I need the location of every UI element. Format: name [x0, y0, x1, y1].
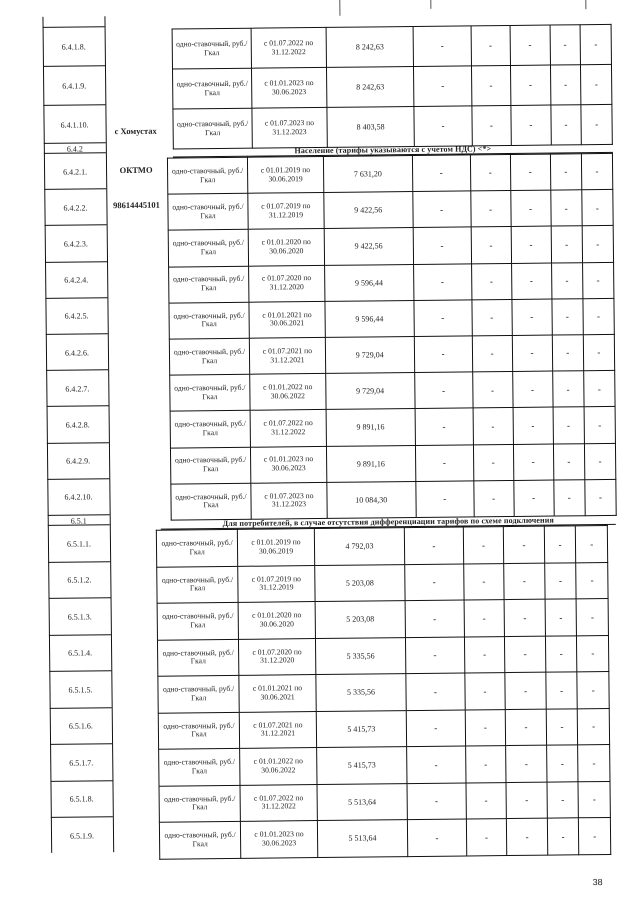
row-number: 6.4.2.4. [45, 261, 107, 299]
empty-dash-cell: - [582, 190, 614, 227]
scan-mark [339, 0, 340, 16]
tariff-type-cell: одно-ставочный, руб./Гкал [159, 748, 241, 785]
empty-dash-cell: - [550, 65, 581, 105]
tariff-value-cell: 5 415,73 [316, 710, 407, 747]
empty-dash-cell: - [513, 480, 553, 517]
tariff-type-cell: одно-ставочный, руб./Гкал [173, 108, 252, 149]
empty-dash-cell: - [465, 709, 506, 746]
tariff-value-cell: 10 084,30 [327, 481, 416, 518]
empty-dash-cell: - [581, 64, 612, 104]
tariff-type-cell: одно-ставочный, руб./Гкал [169, 302, 249, 339]
empty-dash-cell: - [471, 263, 511, 300]
section-header-population: Население (тарифы указываются с учетом НДС) <*> [173, 143, 613, 158]
tariff-type-cell: одно-ставочный, руб./Гкал [157, 602, 239, 639]
row-number: 6.4.2.9. [47, 442, 109, 480]
tariff-value-cell: 9 422,56 [324, 228, 413, 265]
empty-dash-cell: - [511, 105, 551, 145]
empty-dash-cell: - [405, 600, 464, 637]
tariff-type-cell: одно-ставочный, руб./Гкал [173, 68, 252, 109]
row-number: 6.4.2.1. [44, 152, 106, 190]
empty-dash-cell: - [550, 190, 582, 227]
empty-dash-cell: - [551, 262, 583, 299]
empty-dash-cell: - [405, 637, 464, 674]
period-cell: с 01.01.2021 по 30.06.2021 [239, 675, 316, 712]
table-row [168, 190, 613, 231]
empty-dash-cell: - [510, 154, 550, 191]
empty-dash-cell: - [507, 818, 548, 855]
page-number: 38 [592, 877, 603, 888]
empty-dash-cell: - [413, 227, 471, 264]
empty-dash-cell: - [404, 527, 463, 564]
tariff-value-cell: 5 415,73 [316, 747, 407, 784]
empty-dash-cell: - [463, 563, 504, 600]
row-number: 6.4.2.3. [45, 225, 107, 263]
empty-dash-cell: - [414, 26, 471, 67]
empty-dash-cell: - [413, 191, 471, 228]
period-cell: с 01.01.2023 по 30.06.2023 [251, 446, 327, 483]
tariff-value-cell: 9 891,16 [326, 409, 415, 446]
table-row [156, 525, 607, 566]
oktmo-label: ОКТМО [119, 164, 153, 176]
empty-dash-cell: - [512, 371, 552, 408]
row-number: 6.5.1.8. [50, 780, 112, 818]
tariff-value-cell: 7 631,20 [323, 156, 412, 193]
empty-dash-cell: - [473, 444, 513, 481]
tariff-type-cell: одно-ставочный, руб./Гкал [156, 529, 238, 566]
empty-dash-cell: - [463, 527, 504, 564]
empty-dash-cell: - [578, 744, 610, 781]
table-row [158, 671, 609, 712]
tariff-type-cell: одно-ставочный, руб./Гкал [169, 266, 249, 303]
empty-dash-cell: - [464, 673, 505, 710]
empty-dash-cell: - [405, 564, 464, 601]
period-cell: с 01.07.2022 по 31.12.2022 [250, 410, 326, 447]
empty-dash-cell: - [576, 525, 608, 562]
scan-mark [585, 0, 586, 9]
empty-dash-cell: - [464, 600, 505, 637]
row-number: 6.5.1.4. [49, 634, 111, 672]
empty-dash-cell: - [473, 408, 513, 445]
empty-dash-cell: - [510, 65, 550, 105]
empty-dash-cell: - [504, 599, 545, 636]
empty-dash-cell: - [552, 371, 584, 408]
empty-dash-cell: - [414, 66, 471, 107]
empty-dash-cell: - [505, 672, 546, 709]
empty-dash-cell: - [552, 298, 584, 335]
table-row [169, 262, 614, 303]
tariff-value-cell: 4 792,03 [314, 528, 405, 565]
period-cell: с 01.07.2023 по 31.12.2023 [251, 482, 327, 519]
empty-dash-cell: - [583, 334, 615, 371]
empty-dash-cell: - [407, 819, 466, 856]
empty-dash-cell: - [406, 673, 465, 710]
empty-dash-cell: - [576, 598, 608, 635]
period-cell: с 01.07.2022 по 31.12.2022 [240, 784, 317, 821]
empty-dash-cell: - [547, 781, 579, 818]
empty-dash-cell: - [545, 635, 577, 672]
empty-dash-cell: - [550, 105, 581, 145]
period-cell: с 01.07.2021 по 31.12.2021 [249, 337, 325, 374]
row-number: 6.4.1.9. [43, 65, 105, 106]
empty-dash-cell: - [582, 262, 614, 299]
table-row [157, 635, 608, 676]
tariff-type-cell: одно-ставочный, руб./Гкал [159, 785, 241, 822]
tariff-value-cell: 9 596,44 [325, 300, 414, 337]
empty-dash-cell: - [506, 745, 547, 782]
empty-dash-cell: - [505, 709, 546, 746]
empty-dash-cell: - [511, 263, 551, 300]
oktmo-code: 98614445101 [112, 199, 160, 211]
empty-dash-cell: - [416, 481, 474, 518]
tariff-type-cell: одно-ставочный, руб./Гкал [167, 157, 247, 194]
empty-dash-cell: - [465, 746, 506, 783]
empty-dash-cell: - [471, 25, 511, 65]
empty-dash-cell: - [581, 153, 613, 190]
tariff-type-cell: одно-ставочный, руб./Гкал [171, 483, 251, 520]
table-row [168, 226, 613, 267]
period-cell: с 01.01.2021 по 30.06.2021 [249, 301, 325, 338]
table-row [159, 744, 610, 785]
empty-dash-cell: - [406, 709, 465, 746]
empty-dash-cell: - [413, 263, 471, 300]
tariff-table-6-4-2 [167, 153, 617, 521]
tariff-value-cell: 8 403,58 [327, 106, 415, 147]
empty-dash-cell: - [545, 562, 577, 599]
empty-dash-cell: - [470, 154, 510, 191]
tariff-value-cell: 9 729,04 [325, 336, 414, 373]
empty-dash-cell: - [512, 335, 552, 372]
tariff-value-cell: 8 242,63 [326, 26, 414, 67]
tariff-value-cell: 5 203,08 [315, 601, 406, 638]
empty-dash-cell: - [577, 671, 609, 708]
empty-dash-cell: - [471, 65, 511, 105]
tariff-table-6-5-1 [156, 525, 611, 859]
period-cell: с 01.07.2019 по 31.12.2019 [248, 193, 324, 230]
tariff-value-cell: 9 422,56 [324, 192, 413, 229]
empty-dash-cell: - [547, 818, 579, 855]
empty-dash-cell: - [473, 480, 513, 517]
empty-dash-cell: - [415, 408, 473, 445]
empty-dash-cell: - [578, 708, 610, 745]
period-cell: с 01.01.2020 по 30.06.2020 [248, 229, 324, 266]
period-cell: с 01.01.2022 по 30.06.2022 [250, 374, 326, 411]
period-cell: с 01.07.2020 по 31.12.2020 [239, 638, 316, 675]
empty-dash-cell: - [504, 526, 545, 563]
row-number: 6.5.1.6. [50, 707, 112, 745]
empty-dash-cell: - [466, 819, 507, 856]
period-cell: с 01.07.2023 по 31.12.2023 [252, 107, 327, 148]
tariff-type-cell: одно-ставочный, руб./Гкал [170, 374, 250, 411]
empty-dash-cell: - [550, 154, 582, 191]
tariff-type-cell: одно-ставочный, руб./Гкал [157, 639, 239, 676]
empty-dash-cell: - [552, 335, 584, 372]
table-row [158, 708, 609, 749]
tariff-type-cell: одно-ставочный, руб./Гкал [170, 411, 250, 448]
tariff-value-cell: 5 335,56 [315, 637, 406, 674]
empty-dash-cell: - [544, 526, 576, 563]
empty-dash-cell: - [578, 781, 610, 818]
empty-dash-cell: - [513, 407, 553, 444]
scan-mark [430, 0, 431, 9]
row-number: 6.4.1.8. [43, 26, 105, 67]
row-number: 6.4.1.10. [43, 104, 105, 145]
period-cell: с 01.01.2023 по 30.06.2023 [252, 67, 327, 108]
tariff-type-cell: одно-ставочный, руб./Гкал [158, 712, 240, 749]
row-number: 6.5.1.3. [49, 597, 111, 635]
tariff-value-cell: 9 729,04 [325, 373, 414, 410]
row-number: 6.5.1 [48, 514, 110, 526]
table-row [159, 817, 610, 858]
table-row [167, 153, 612, 194]
empty-dash-cell: - [579, 817, 611, 854]
tariff-type-cell: одно-ставочный, руб./Гкал [169, 338, 249, 375]
empty-dash-cell: - [545, 599, 577, 636]
tariff-value-cell: 9 596,44 [324, 264, 413, 301]
tariff-type-cell: одно-ставочный, руб./Гкал [172, 28, 251, 69]
row-number: 6.5.1.5. [49, 670, 111, 708]
empty-dash-cell: - [553, 479, 585, 516]
table-row [173, 104, 612, 149]
period-cell: с 01.01.2023 по 30.06.2023 [241, 821, 318, 858]
period-cell: с 01.01.2022 по 30.06.2022 [240, 748, 317, 785]
empty-dash-cell: - [546, 708, 578, 745]
empty-dash-cell: - [546, 672, 578, 709]
empty-dash-cell: - [471, 105, 511, 145]
empty-dash-cell: - [583, 298, 615, 335]
tariff-value-cell: 5 203,08 [315, 564, 406, 601]
row-number: 6.5.1.1. [48, 524, 110, 562]
empty-dash-cell: - [512, 299, 552, 336]
tariff-value-cell: 5 335,56 [316, 674, 407, 711]
period-cell: с 01.01.2019 по 30.06.2019 [237, 529, 314, 566]
table-row [173, 64, 612, 109]
row-number: 6.4.2.2. [44, 188, 106, 226]
row-number: 6.4.2.5. [45, 297, 107, 335]
section-header-consumers: Для потребителей, в случае отсутствия дифференциации тарифов по схеме подключения [161, 515, 616, 530]
table-row [159, 781, 610, 822]
empty-dash-cell: - [472, 335, 512, 372]
empty-dash-cell: - [582, 226, 614, 263]
tariff-value-cell: 5 513,64 [317, 820, 408, 857]
period-cell: с 01.01.2019 по 30.06.2019 [248, 156, 324, 193]
locality-label: с Хомустах [114, 125, 157, 137]
empty-dash-cell: - [513, 444, 553, 481]
empty-dash-cell: - [471, 227, 511, 264]
empty-dash-cell: - [412, 155, 470, 192]
empty-dash-cell: - [414, 300, 472, 337]
tariff-type-cell: одно-ставочный, руб./Гкал [157, 566, 239, 603]
tariff-type-cell: одно-ставочный, руб./Гкал [168, 193, 248, 230]
period-cell: с 01.07.2020 по 31.12.2020 [249, 265, 325, 302]
table-row [170, 407, 615, 448]
table-row [171, 479, 616, 520]
empty-dash-cell: - [466, 782, 507, 819]
empty-dash-cell: - [585, 479, 617, 516]
row-number: 6.5.1.7. [50, 743, 112, 781]
row-number: 6.4.2.10. [47, 478, 109, 516]
row-number: 6.5.1.9. [51, 816, 113, 854]
empty-dash-cell: - [414, 372, 472, 409]
empty-dash-cell: - [472, 299, 512, 336]
empty-dash-cell: - [415, 444, 473, 481]
empty-dash-cell: - [414, 106, 471, 147]
empty-dash-cell: - [506, 782, 547, 819]
tariff-type-cell: одно-ставочный, руб./Гкал [158, 675, 240, 712]
empty-dash-cell: - [510, 25, 550, 65]
empty-dash-cell: - [470, 191, 510, 228]
empty-dash-cell: - [510, 190, 550, 227]
empty-dash-cell: - [550, 25, 581, 65]
empty-dash-cell: - [583, 371, 615, 408]
tariff-table-6-4-1 [172, 24, 613, 150]
period-cell: с 01.07.2022 по 31.12.2022 [251, 27, 326, 68]
table-row [169, 298, 614, 339]
empty-dash-cell: - [576, 562, 608, 599]
empty-dash-cell: - [546, 745, 578, 782]
tariff-type-cell: одно-ставочный, руб./Гкал [168, 230, 248, 267]
row-number: 6.5.1.2. [48, 561, 110, 599]
row-number: 6.4.2.6. [46, 333, 108, 371]
table-row [172, 24, 611, 69]
empty-dash-cell: - [504, 563, 545, 600]
row-number: 6.4.2 [44, 142, 106, 154]
period-cell: с 01.01.2020 по 30.06.2020 [238, 602, 315, 639]
row-number: 6.4.2.8. [47, 406, 109, 444]
empty-dash-cell: - [551, 226, 583, 263]
table-row [170, 443, 615, 484]
period-cell: с 01.07.2019 по 31.12.2019 [238, 565, 315, 602]
empty-dash-cell: - [407, 746, 466, 783]
period-cell: с 01.07.2021 по 31.12.2021 [239, 711, 316, 748]
empty-dash-cell: - [577, 635, 609, 672]
row-number: 6.4.2.7. [46, 369, 108, 407]
empty-dash-cell: - [511, 226, 551, 263]
number-column [42, 2, 113, 863]
empty-dash-cell: - [580, 24, 611, 64]
tariff-value-cell: 5 513,64 [317, 783, 408, 820]
empty-dash-cell: - [414, 336, 472, 373]
tariff-value-cell: 8 242,63 [326, 66, 414, 107]
table-row [157, 598, 608, 639]
tariff-type-cell: одно-ставочный, руб./Гкал [170, 447, 250, 484]
empty-dash-cell: - [581, 104, 612, 144]
table-row [157, 562, 608, 603]
empty-dash-cell: - [553, 443, 585, 480]
tariff-value-cell: 9 891,16 [326, 445, 415, 482]
empty-dash-cell: - [584, 407, 616, 444]
empty-dash-cell: - [505, 636, 546, 673]
empty-dash-cell: - [553, 407, 585, 444]
empty-dash-cell: - [584, 443, 616, 480]
table-row [170, 371, 615, 412]
empty-dash-cell: - [407, 782, 466, 819]
table-row [169, 334, 614, 375]
tariff-type-cell: одно-ставочный, руб./Гкал [159, 821, 241, 858]
empty-dash-cell: - [472, 372, 512, 409]
empty-dash-cell: - [464, 636, 505, 673]
